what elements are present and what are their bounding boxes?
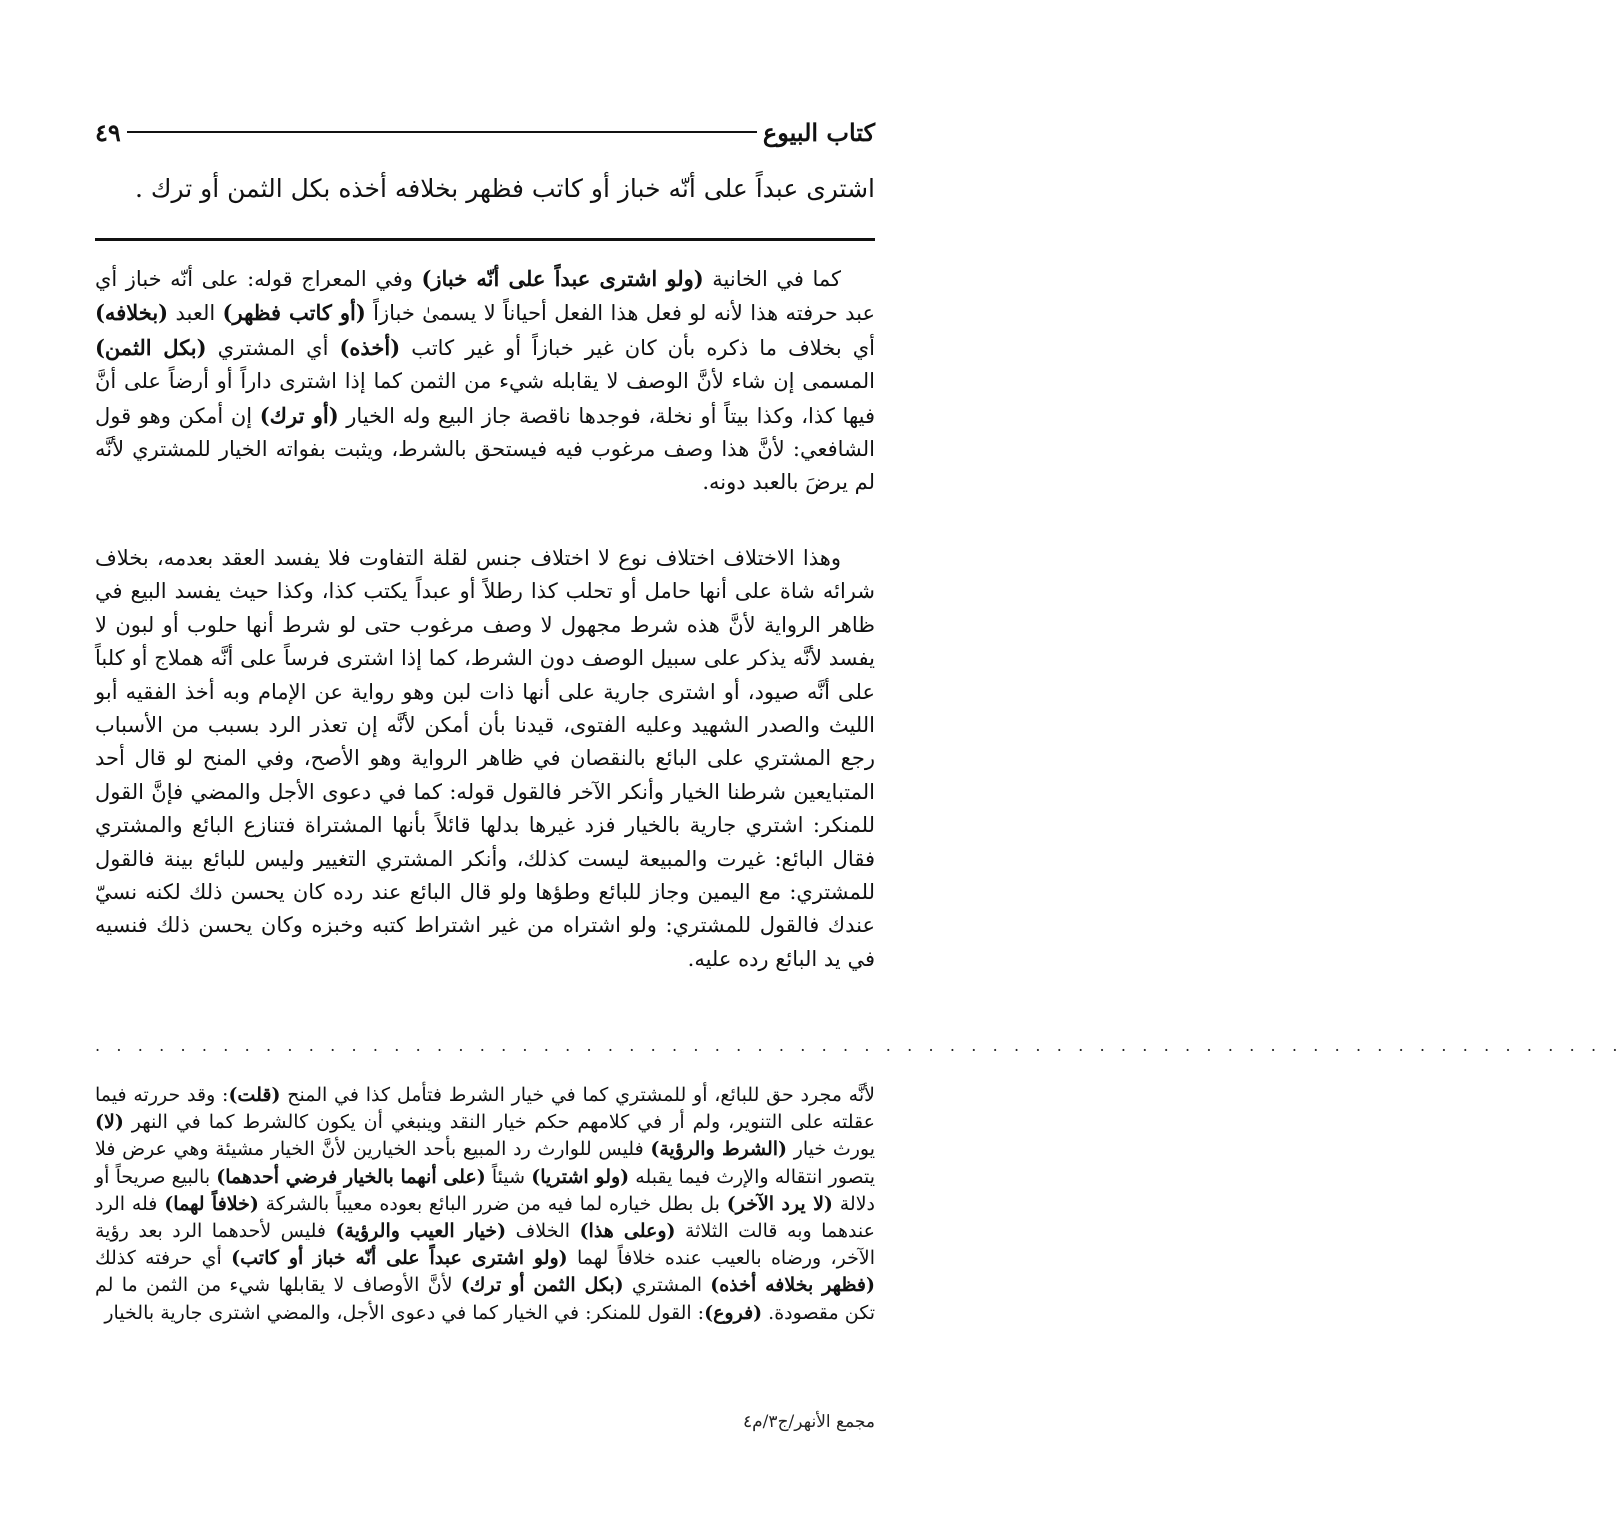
text-run: إن أمكن وهو قول الشافعي: لأنَّ هذا وصف مرغوب فيه فيستحق بالشرط، ويثبت بفواته الخيار للمشتري لأنَّه لم يرضَ بالعبد دونه. — [95, 403, 875, 495]
text-run: كما في الخانية — [703, 267, 841, 291]
text-run: الخلاف — [506, 1220, 580, 1243]
bold-quote: (لا) — [95, 1111, 124, 1134]
page-footer: مجمع الأنهر/ج٣/م٤ — [743, 1412, 875, 1432]
bold-quote: (ولو اشترى عبداً على أنّه خباز) — [421, 266, 704, 291]
header-rule — [127, 131, 757, 133]
bold-quote: (على أنهما بالخيار فرضي أحدهما) — [216, 1165, 486, 1188]
text-run: المشتري — [623, 1274, 711, 1297]
section-divider — [95, 238, 875, 241]
bold-quote: (ولو اشترى عبداً على أنّه خباز أو كاتب) — [231, 1247, 568, 1270]
text-run: المسمى إن شاء لأنَّ الوصف لا يقابله شيء من الثمن كما إذا اشترى داراً أو أرضاً على أنَّ فيها كذا، وكذا بيتاً أو نخلة، فوجدها ناقصة جاز البيع وله الخيار — [95, 369, 876, 428]
footnote-text — [95, 1082, 875, 1327]
bold-quote: (أخذه) — [339, 334, 401, 360]
commentary-text-1 — [95, 262, 875, 500]
text-run: : القول للمنكر: في الخيار كما في دعوى الأجل، والمضي اشترى جارية بالخيار — [104, 1301, 705, 1324]
page-number: ٤٩ — [95, 117, 121, 147]
bold-quote: (لا يرد الآخر) — [726, 1192, 833, 1215]
text-run: أي بخلاف ما ذكره بأن كان غير خبازاً أو غير كاتب — [400, 335, 875, 360]
chapter-title: كتاب البيوع — [762, 117, 875, 147]
bold-quote: (خيار العيب والرؤية) — [335, 1220, 507, 1243]
bold-quote: (خلافاً لهما) — [164, 1192, 259, 1215]
bold-quote: (بخلافه) — [95, 300, 169, 326]
bold-quote: (ولو اشتريا) — [531, 1165, 630, 1188]
bold-quote: (أو كاتب فظهر) — [222, 300, 366, 326]
main-text: اشترى عبداً على أنّه خباز أو كاتب فظهر بخلافه أخذه بكل الثمن أو ترك . — [134, 174, 875, 203]
text-run: لأنَّ الأوصاف لا يقابلها شيء من الثمن ما لم تكن مقصودة. — [95, 1274, 875, 1324]
running-header — [95, 112, 875, 152]
text-run: فليس للوارث رد المبيع بأحد الخيارين لأنَّ الخيار مشيئة وهي عرض فلا يتصور انتقاله والإرث فيما يقبله — [95, 1138, 876, 1188]
text-run: أي حرفته كذلك — [95, 1247, 232, 1270]
bold-quote: (فروع) — [704, 1301, 763, 1324]
text-run: شيئاً — [485, 1165, 532, 1188]
text-run: بالبيع صريحاً أو دلالة — [95, 1165, 876, 1215]
bold-quote: (بكل الثمن أو ترك) — [460, 1274, 624, 1297]
bold-quote: (فظهر بخلافه أخذه) — [710, 1274, 875, 1297]
text-run: العبد — [168, 301, 223, 326]
text-run: فليس لأحدهما الرد بعد رؤية الآخر، ورضاه بالعيب عنده خلافاً لهما — [95, 1220, 875, 1270]
bold-quote: (وعلى هذا) — [579, 1220, 676, 1243]
bold-quote: (بكل الثمن) — [95, 334, 207, 360]
dotted-separator: . . . . . . . . . . . . . . . . . . . . . . . . . . . . . . . . . . . . . . . . . . . . . . . . . . . . . . . . . . . . . . . . . . . . . . . . — [95, 1036, 1623, 1055]
commentary-paragraph-1 — [95, 262, 875, 500]
commentary-paragraph-2 — [95, 542, 875, 976]
bold-quote: (قلت) — [228, 1084, 281, 1106]
text-run: فله الرد عندهما وبه قالت الثلاثة — [95, 1192, 876, 1243]
commentary-text-2: وهذا الاختلاف اختلاف نوع لا اختلاف جنس لقلة التفاوت فلا يفسد العقد بعدمه، بخلاف شرائه شاة على أنها حامل أو تحلب كذا رطلاً أو عبداً يكتب كذا، وكذا حيث يفسد البيع في ظاهر الرواية لأنَّ هذه شرط مجهول لا وصف مرغوب حتى لو شرط أنها حلوب أو لبون لا يفسد لأنَّه يذكر على سبيل الوصف دون الشرط، كما إذا اشترى فرساً على أنَّه هملاج أو كلباً على أنَّه صيود، أو اشترى جارية على أنها ذات لبن وهو رواية عن الإمام وبه أخذ الفقيه أبو الليث والصدر الشهيد وعليه الفتوى، قيدنا بأن أمكن لأنَّه إن تعذر الرد بسبب من الأسباب رجع المشتري على البائع بالنقصان في ظاهر الرواية وهو الأصح، وفي المنح لو قال أحد المتبايعين شرطنا الخيار وأنكر الآخر فالقول قوله: كما في دعوى الأجل والمضي فإنَّ القول للمنكر: اشتري جارية بالخيار فزد غيرها بدلها قائلاً بأنها المشتراة فتنازع البائع والمشتري فقال البائع: غيرت والمبيعة ليست كذلك، وأنكر المشتري التغيير وليس للبائع بينة فالقول للمشتري: مع اليمين وجاز للبائع وطؤها ولو قال البائع عند رده كان يحسن ذلك لكنه نسيّ عندك فالقول للمشتري: ولو اشتراه من غير اشتراط كتبه وخبزه وكان يحسن ذلك فنسيه في يد البائع رده عليه. — [95, 546, 875, 971]
bold-quote: (أو ترك) — [259, 402, 339, 428]
text-run: : وقد حررته فيما عقلته على التنوير، ولم أر في كلامهم حكم خيار النقد وينبغي أن يكون كالشرط كما في النهر — [95, 1084, 875, 1134]
text-run: يورث خيار — [787, 1138, 876, 1161]
bold-quote: (الشرط والرؤية) — [650, 1138, 788, 1161]
text-run: بل بطل خياره لما فيه من ضرر البائع بعوده معيباً بالشركة — [258, 1192, 727, 1215]
text-run: لأنَّه مجرد حق للبائع، أو للمشتري كما في خيار الشرط فتأمل كذا في المنح — [280, 1084, 875, 1106]
text-run: وفي المعراج قوله: على أنّه خباز أي عبد حرفته هذا لأنه لو فعل هذا الفعل أحياناً لا يسمىٰ خبازاً — [95, 267, 875, 326]
text-run: أي المشتري — [206, 335, 340, 360]
